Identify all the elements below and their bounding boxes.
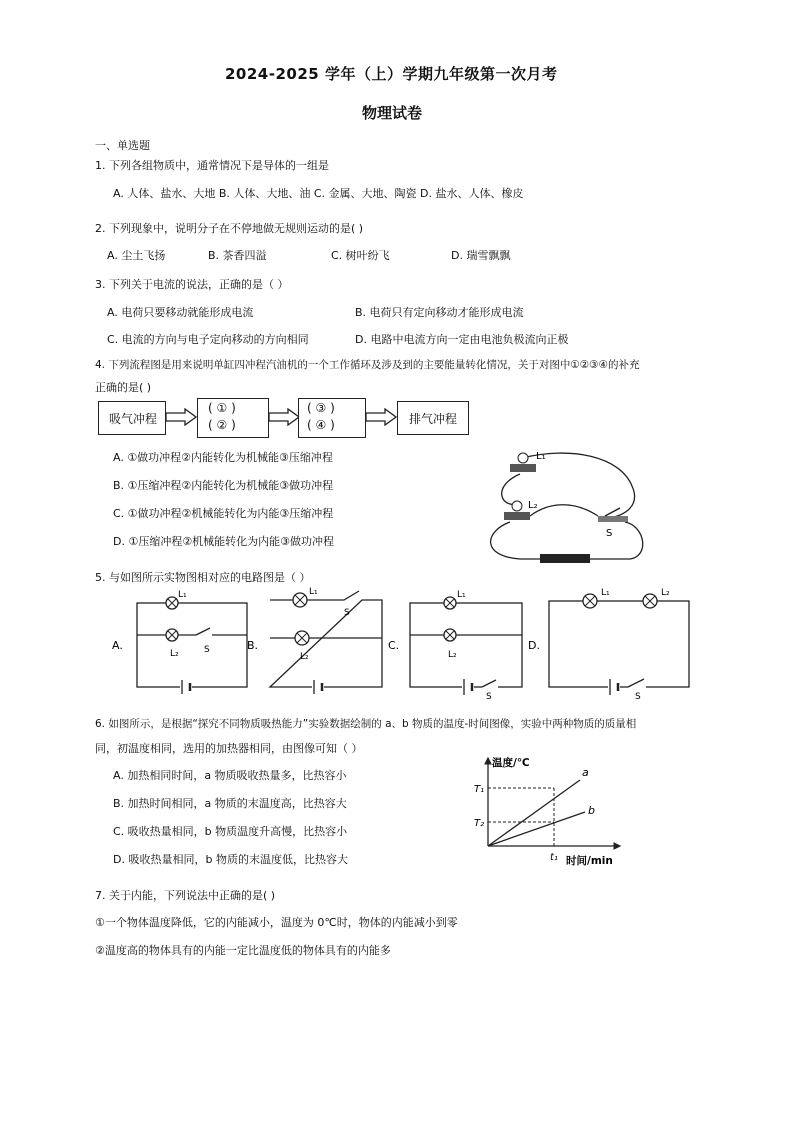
temperature-time-graph	[470, 752, 660, 870]
label-l1: L₁	[601, 588, 610, 598]
question-6-option-a: A. 加热相同时间，a 物质吸收热量多，比热容小	[113, 769, 347, 782]
question-2-option-c: C. 树叶纷飞	[331, 249, 390, 262]
flow-box-2-top: ( ① )	[208, 401, 236, 415]
question-2-stem: 2. 下列现象中，说明分子在不停地做无规则运动的是( )	[95, 222, 364, 235]
question-7-statement-1: ①一个物体温度降低，它的内能减小，温度为 0℃时，物体的内能减小到零	[95, 916, 458, 929]
label-l2: L₂	[448, 650, 457, 660]
option-a-label: A.	[112, 639, 123, 652]
label-l1: L₁	[536, 451, 546, 462]
page-subtitle: 物理试卷	[362, 104, 423, 122]
flow-box-3-top: ( ③ )	[307, 401, 335, 415]
flow-box-exhaust	[397, 401, 469, 435]
battery-icon	[540, 554, 590, 563]
flow-arrow-3	[365, 408, 397, 426]
flow-box-2-bottom: ( ② )	[208, 418, 236, 432]
question-4-option-b: B. ①压缩冲程②内能转化为机械能③做功冲程	[113, 479, 334, 492]
question-7-stem: 7. 关于内能，下列说法中正确的是( )	[95, 889, 276, 902]
page-title: 2024-2025 学年（上）学期九年级第一次月考	[225, 65, 558, 83]
bulb-l1-icon	[518, 453, 528, 463]
option-c-label: C.	[388, 639, 400, 652]
series-b-label: b	[588, 804, 595, 817]
time-t1-label: t₁	[550, 852, 558, 863]
x-axis-label: 时间/min	[566, 855, 613, 867]
flow-arrow-2	[268, 408, 300, 426]
flow-box-3-bottom: ( ④ )	[307, 418, 335, 432]
question-3-option-d: D. 电路中电流方向一定由电池负极流向正极	[355, 333, 569, 346]
label-l1: L₁	[309, 587, 318, 597]
question-2-option-b: B. 茶香四溢	[208, 249, 267, 262]
question-3-option-c: C. 电流的方向与电子定向移动的方向相同	[107, 333, 309, 346]
section-label: 一、单选题	[95, 139, 150, 152]
label-l1: L₁	[178, 590, 187, 600]
label-s: S	[606, 528, 613, 539]
series-a-label: a	[582, 766, 589, 779]
label-l2: L₂	[300, 652, 309, 662]
question-1-options: A. 人体、盐水、大地 B. 人体、大地、油 C. 金属、大地、陶瓷 D. 盐水、人体、橡皮	[113, 187, 524, 200]
label-s: S	[344, 608, 350, 618]
question-6-option-b: B. 加热时间相同，a 物质的末温度高，比热容大	[113, 797, 347, 810]
bulb-holder-icon	[504, 512, 530, 520]
question-4-stem-line2: 正确的是( )	[95, 381, 152, 394]
question-6-option-c: C. 吸收热量相同，b 物质温度升高慢，比热容小	[113, 825, 348, 838]
flow-arrow-1	[165, 408, 197, 426]
physical-circuit-figure	[480, 446, 650, 566]
circuit-a	[112, 590, 212, 694]
question-4-option-a: A. ①做功冲程②内能转化为机械能③压缩冲程	[113, 451, 333, 464]
question-7-statement-2: ②温度高的物体具有的内能一定比温度低的物体具有的内能多	[95, 944, 391, 957]
circuit-b	[247, 587, 350, 694]
label-l2: L₂	[170, 649, 179, 659]
question-3-option-a: A. 电荷只要移动就能形成电流	[107, 306, 254, 319]
flow-box-intake	[98, 401, 166, 435]
circuit-c	[388, 590, 498, 700]
question-1-stem: 1. 下列各组物质中，通常情况下是导体的一组是	[95, 159, 329, 172]
question-4-option-c: C. ①做功冲程②机械能转化为内能③压缩冲程	[113, 507, 334, 520]
flow-box-exhaust-label: 排气冲程	[409, 412, 458, 426]
label-s: S	[486, 692, 492, 700]
y-axis-label: 温度/℃	[492, 757, 530, 769]
question-3-option-b: B. 电荷只有定向移动才能形成电流	[355, 306, 524, 319]
switch-icon	[598, 516, 628, 522]
question-5-circuits	[112, 585, 712, 700]
bulb-l2-icon	[512, 501, 522, 511]
label-l2: L₂	[661, 588, 670, 598]
t2-label: T₂	[474, 818, 485, 829]
option-d-label: D.	[528, 639, 540, 652]
line-a	[488, 780, 580, 846]
label-s: S	[635, 692, 641, 700]
question-6-stem-line1: 6. 如图所示，是根据“探究不同物质吸热能力”实验数据绘制的 a、b 物质的温度-时间图像，实验中两种物质的质量相	[95, 718, 637, 730]
flow-box-3	[298, 398, 366, 438]
question-5-stem: 5. 与如图所示实物图相对应的电路图是（ ）	[95, 571, 311, 584]
option-b-label: B.	[247, 639, 259, 652]
question-4-stem-line1: 4. 下列流程图是用来说明单缸四冲程汽油机的一个工作循环及涉及到的主要能量转化情况，关于对图中①②③④的补充	[95, 359, 640, 371]
question-2-option-d: D. 瑞雪飘飘	[451, 249, 511, 262]
bulb-holder-icon	[510, 464, 536, 472]
t1-label: T₁	[474, 784, 485, 795]
question-2-option-a: A. 尘土飞扬	[107, 249, 166, 262]
flow-box-intake-label: 吸气冲程	[109, 412, 158, 426]
question-6-option-d: D. 吸收热量相同，b 物质的末温度低，比热容大	[113, 853, 348, 866]
line-b	[488, 812, 585, 846]
question-6-stem-line2: 同，初温度相同，选用的加热器相同，由图像可知（ ）	[95, 742, 363, 755]
label-l1: L₁	[457, 590, 466, 600]
label-s: S	[204, 645, 210, 655]
flow-box-2	[197, 398, 269, 438]
question-4-option-d: D. ①压缩冲程②机械能转化为内能③做功冲程	[113, 535, 335, 548]
question-3-stem: 3. 下列关于电流的说法，正确的是（ ）	[95, 278, 289, 291]
label-l2: L₂	[528, 500, 538, 511]
